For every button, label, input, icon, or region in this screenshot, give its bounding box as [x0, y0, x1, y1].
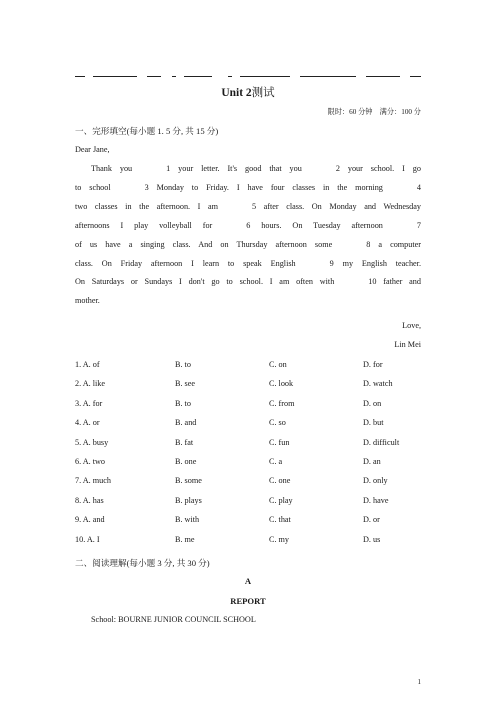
- option-10-D[interactable]: D. us: [363, 534, 381, 544]
- option-1-B[interactable]: B. to: [175, 360, 191, 369]
- option-6-D[interactable]: D. an: [363, 457, 381, 466]
- option-7-A[interactable]: 7. A. much: [75, 476, 111, 486]
- option-row-10: [75, 535, 421, 549]
- option-row-2: [75, 379, 421, 393]
- header-blank-2: [93, 76, 137, 77]
- letter-line-8: mother.: [75, 296, 100, 306]
- option-1-A[interactable]: 1. A. of: [75, 360, 100, 369]
- option-8-A[interactable]: 8. A. has: [75, 495, 104, 505]
- section1-heading: 一、完形填空(每小题 1. 5 分, 共 15 分): [75, 126, 219, 136]
- header-blank-9: [366, 76, 400, 77]
- option-3-D[interactable]: D. on: [363, 398, 382, 408]
- letter-body: [75, 160, 421, 311]
- report-title: REPORT: [230, 596, 266, 606]
- page-title: [0, 84, 496, 100]
- option-5-D[interactable]: D. difficult: [363, 437, 400, 447]
- option-9-B[interactable]: B. with: [175, 515, 200, 525]
- option-8-B[interactable]: B. plays: [175, 495, 202, 505]
- section2-heading: 二、阅读理解(每小题 3 分, 共 30 分): [75, 558, 210, 568]
- letter-line-4: afternoons I play volleyball for 6 hours. On Tuesday afternoon 7: [75, 220, 421, 230]
- option-6-A[interactable]: 6. A. two: [75, 457, 106, 466]
- option-1-C[interactable]: C. on: [269, 360, 287, 369]
- header-blank-6: [228, 76, 232, 77]
- letter-greeting: Dear Jane,: [75, 145, 110, 154]
- option-9-A[interactable]: 9. A. and: [75, 515, 105, 525]
- option-7-C[interactable]: C. one: [269, 476, 291, 486]
- letter-line-1: Thank you 1 your letter. It's good that you 2 your school. I go: [91, 164, 421, 173]
- option-row-6: [75, 457, 421, 471]
- option-row-7: [75, 476, 421, 490]
- option-9-D[interactable]: D. or: [363, 515, 380, 525]
- option-6-B[interactable]: B. one: [175, 457, 197, 466]
- option-row-1: [75, 360, 421, 374]
- option-7-B[interactable]: B. some: [175, 476, 202, 486]
- option-3-A[interactable]: 3. A. for: [75, 398, 103, 408]
- header-blank-7: [240, 76, 290, 77]
- option-4-D[interactable]: D. but: [363, 418, 384, 428]
- option-2-B[interactable]: B. see: [175, 379, 196, 389]
- option-1-D[interactable]: D. for: [363, 360, 383, 369]
- option-row-4: [75, 418, 421, 432]
- header-blank-1: [75, 76, 85, 77]
- option-3-C[interactable]: C. from: [269, 398, 295, 408]
- option-row-9: [75, 515, 421, 529]
- option-4-B[interactable]: B. and: [175, 418, 197, 428]
- option-7-D[interactable]: D. only: [363, 476, 388, 486]
- option-4-C[interactable]: C. so: [269, 418, 286, 428]
- letter-line-2: to school 3 Monday to Friday. I have four classes in the morning 4: [75, 182, 421, 192]
- letter-line-5: of us have a singing class. And on Thursday afternoon some 8 a computer: [75, 239, 421, 249]
- option-row-8: [75, 496, 421, 510]
- header-blank-8: [300, 76, 356, 77]
- letter-line-3: two classes in the afternoon. I am 5 after class. On Monday and Wednesday: [75, 201, 421, 211]
- header-blank-5: [184, 76, 212, 77]
- option-10-A[interactable]: 10. A. I: [75, 534, 100, 544]
- title-cn: 测试: [251, 87, 275, 99]
- letter-line-7: On Saturdays or Sundays I don't go to school. I am often with 10 father and: [75, 277, 421, 287]
- option-6-C[interactable]: C. a: [269, 457, 283, 466]
- page-number: 1: [417, 678, 421, 686]
- option-10-C[interactable]: C. my: [269, 534, 290, 544]
- header-blank-3: [147, 76, 161, 77]
- option-5-B[interactable]: B. fat: [175, 437, 194, 447]
- option-3-B[interactable]: B. to: [175, 398, 191, 408]
- option-5-C[interactable]: C. fun: [269, 437, 290, 447]
- option-2-A[interactable]: 2. A. like: [75, 379, 106, 389]
- header-blank-4: [172, 76, 176, 77]
- report-school-line: School: BOURNE JUNIOR COUNCIL SCHOOL: [91, 615, 256, 624]
- option-2-D[interactable]: D. watch: [363, 379, 393, 389]
- option-9-C[interactable]: C. that: [269, 515, 291, 525]
- header-blank-10: [410, 76, 421, 77]
- letter-line-6: class. On Friday afternoon I learn to speak English 9 my English teacher.: [75, 258, 421, 268]
- option-8-C[interactable]: C. play: [269, 495, 293, 505]
- option-2-C[interactable]: C. look: [269, 379, 294, 389]
- option-5-A[interactable]: 5. A. busy: [75, 437, 109, 447]
- option-8-D[interactable]: D. have: [363, 495, 389, 505]
- letter-signature: Lin Mei: [394, 340, 421, 349]
- passage-label: A: [244, 576, 252, 586]
- option-row-3: [75, 399, 421, 413]
- time-score-info: 限时：60 分钟 满分：100 分: [327, 108, 421, 116]
- letter-closing: Love,: [402, 321, 421, 330]
- option-10-B[interactable]: B. me: [175, 534, 195, 544]
- option-row-5: [75, 438, 421, 452]
- option-4-A[interactable]: 4. A. or: [75, 418, 100, 428]
- title-en: Unit 2: [221, 87, 252, 99]
